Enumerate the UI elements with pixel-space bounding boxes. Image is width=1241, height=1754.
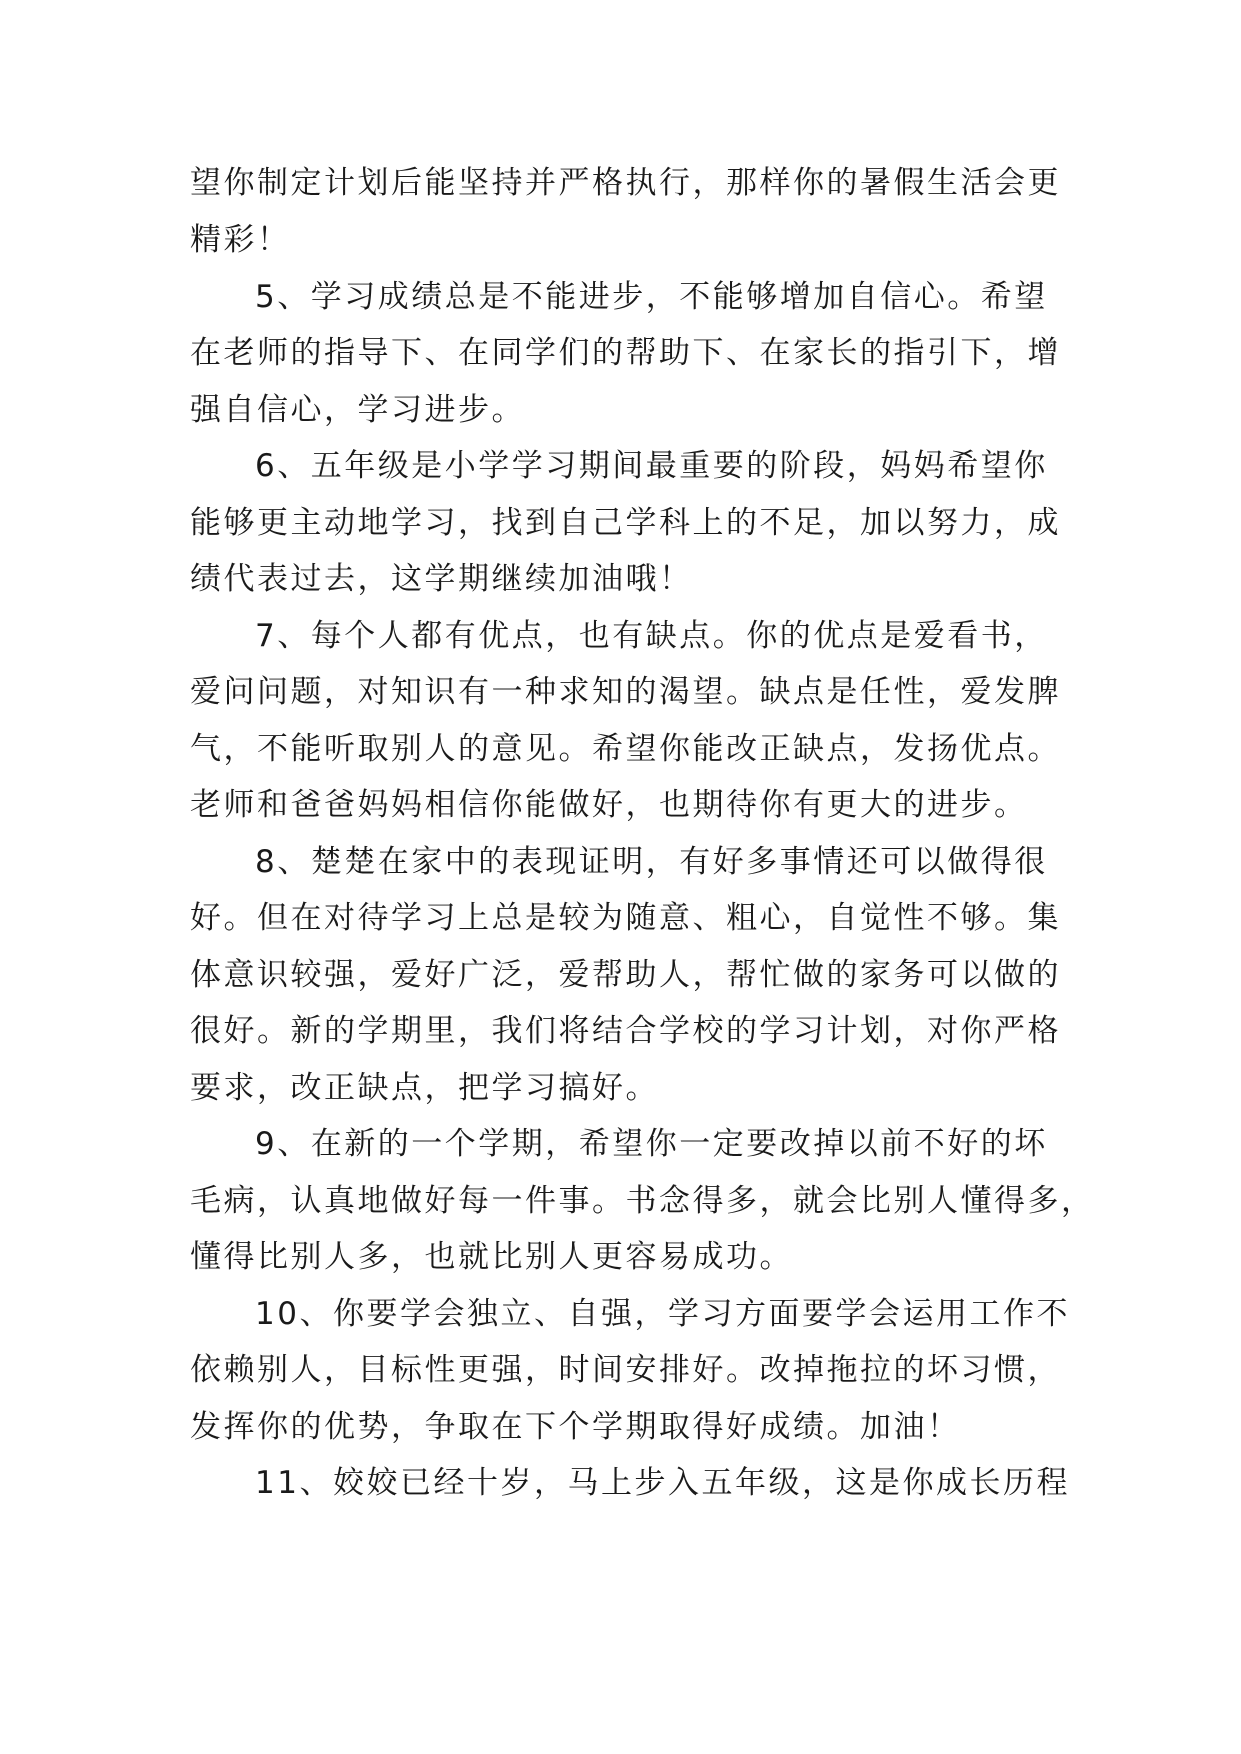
text-line: 发挥你的优势，争取在下个学期取得好成绩。加油！: [190, 1409, 961, 1445]
text-line: 依赖别人，目标性更强，时间安排好。改掉拖拉的坏习惯，: [190, 1352, 1061, 1388]
text-line: 老师和爸爸妈妈相信你能做好，也期待你有更大的进步。: [190, 787, 1028, 823]
paragraph-6-start: 6、五年级是小学学习期间最重要的阶段，妈妈希望你: [255, 448, 1048, 484]
paragraph-7-start: 7、每个人都有优点，也有缺点。你的优点是爱看书，: [255, 618, 1048, 654]
text-line: 气，不能听取别人的意见。希望你能改正缺点，发扬优点。: [190, 731, 1061, 767]
text-line: 精彩！: [190, 222, 291, 258]
paragraph-8-start: 8、楚楚在家中的表现证明，有好多事情还可以做得很: [255, 844, 1048, 880]
text-line: 能够更主动地学习，找到自己学科上的不足，加以努力，成: [190, 505, 1061, 541]
paragraph-11-start: 11、姣姣已经十岁，马上步入五年级，这是你成长历程: [255, 1465, 1070, 1501]
text-line: 强自信心，学习进步。: [190, 392, 525, 428]
text-line: 体意识较强，爱好广泛，爱帮助人，帮忙做的家务可以做的: [190, 957, 1061, 993]
paragraph-10-start: 10、你要学会独立、自强，学习方面要学会运用工作不: [255, 1296, 1070, 1332]
text-line: 毛病，认真地做好每一件事。书念得多，就会比别人懂得多，: [190, 1183, 1095, 1219]
text-line: 绩代表过去，这学期继续加油哦！: [190, 561, 693, 597]
paragraph-5-start: 5、学习成绩总是不能进步，不能够增加自信心。希望: [255, 279, 1048, 315]
text-line: 爱问问题，对知识有一种求知的渴望。缺点是任性，爱发脾: [190, 674, 1061, 710]
text-line: 很好。新的学期里，我们将结合学校的学习计划，对你严格: [190, 1013, 1061, 1049]
text-line: 好。但在对待学习上总是较为随意、粗心，自觉性不够。集: [190, 900, 1061, 936]
text-line: 望你制定计划后能坚持并严格执行，那样你的暑假生活会更: [190, 165, 1061, 201]
text-line: 在老师的指导下、在同学们的帮助下、在家长的指引下，增: [190, 335, 1061, 371]
text-line: 懂得比别人多，也就比别人更容易成功。: [190, 1239, 793, 1275]
paragraph-9-start: 9、在新的一个学期，希望你一定要改掉以前不好的坏: [255, 1126, 1048, 1162]
text-line: 要求，改正缺点，把学习搞好。: [190, 1070, 659, 1106]
